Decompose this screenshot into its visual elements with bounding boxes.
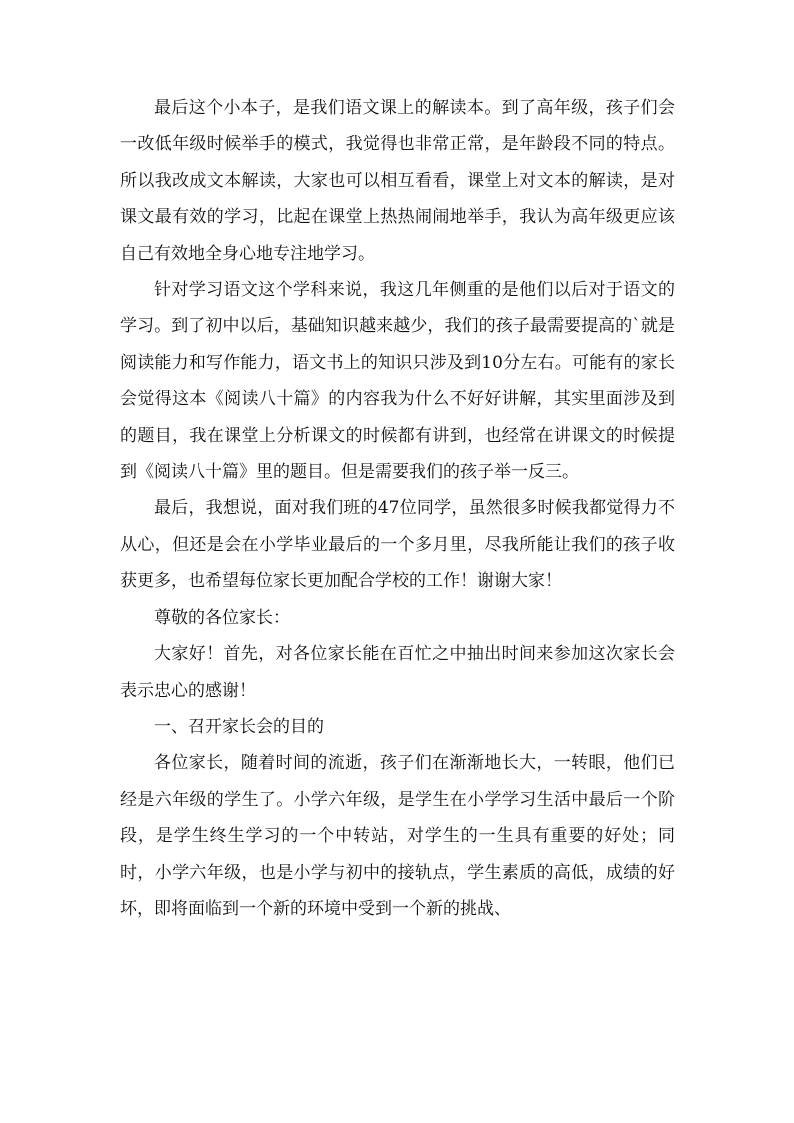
paragraph-greeting-thanks: 大家好！首先，对各位家长能在百忙之中抽出时间来参加这次家长会表示忠心的感谢！: [120, 644, 675, 701]
paragraph-chinese-study-focus: 针对学习语文这个学科来说，我这几年侧重的是他们以后对于语文的学习。到了初中以后，基础知识越来越少，我们的孩子最需要提高的`就是阅读能力和写作能力，语文书上的知识只涉及到10分左右。可能有的家长会觉得这本《阅读八十篇》的内容我为什么不好好讲解，其实里面涉及到的题目，我在课堂上分析课文的时候都有讲到，也经常在讲课文的时候提到《阅读八十篇》里的题目。但是需要我们的孩子举一反三。: [120, 280, 675, 483]
paragraph-final-remarks: 最后，我想说，面对我们班的47位同学，虽然很多时候我都觉得力不从心，但还是会在小学毕业最后的一个多月里，尽我所能让我们的孩子收获更多，也希望每位家长更加配合学校的工作！谢谢大家！: [120, 498, 675, 592]
paragraph-closing-reading-notebook: 最后这个小本子，是我们语文课上的解读本。到了高年级，孩子们会一改低年级时候举手的模式，我觉得也非常正常，是年龄段不同的特点。所以我改成文本解读，大家也可以相互看看，课堂上对文本的解读，是对课文最有效的学习，比起在课堂上热热闹闹地举手，我认为高年级更应该自己有效地全身心地专注地学习。: [120, 98, 675, 264]
salutation: 尊敬的各位家长：: [154, 607, 290, 628]
paragraph-grade-six-importance: 各位家长，随着时间的流逝，孩子们在渐渐地长大，一转眼，他们已经是六年级的学生了。小学六年级，是学生在小学学习生活中最后一个阶段，是学生终生学习的一个中转站，对学生的一生具有重要的好处；同时，小学六年级，也是小学与初中的接轨点，学生素质的高低，成绩的好坏，即将面临到一个新的环境中受到一个新的挑战、: [120, 753, 675, 919]
document-body: [120, 90, 675, 927]
section-heading-meeting-purpose: 一、召开家长会的目的: [154, 716, 324, 737]
